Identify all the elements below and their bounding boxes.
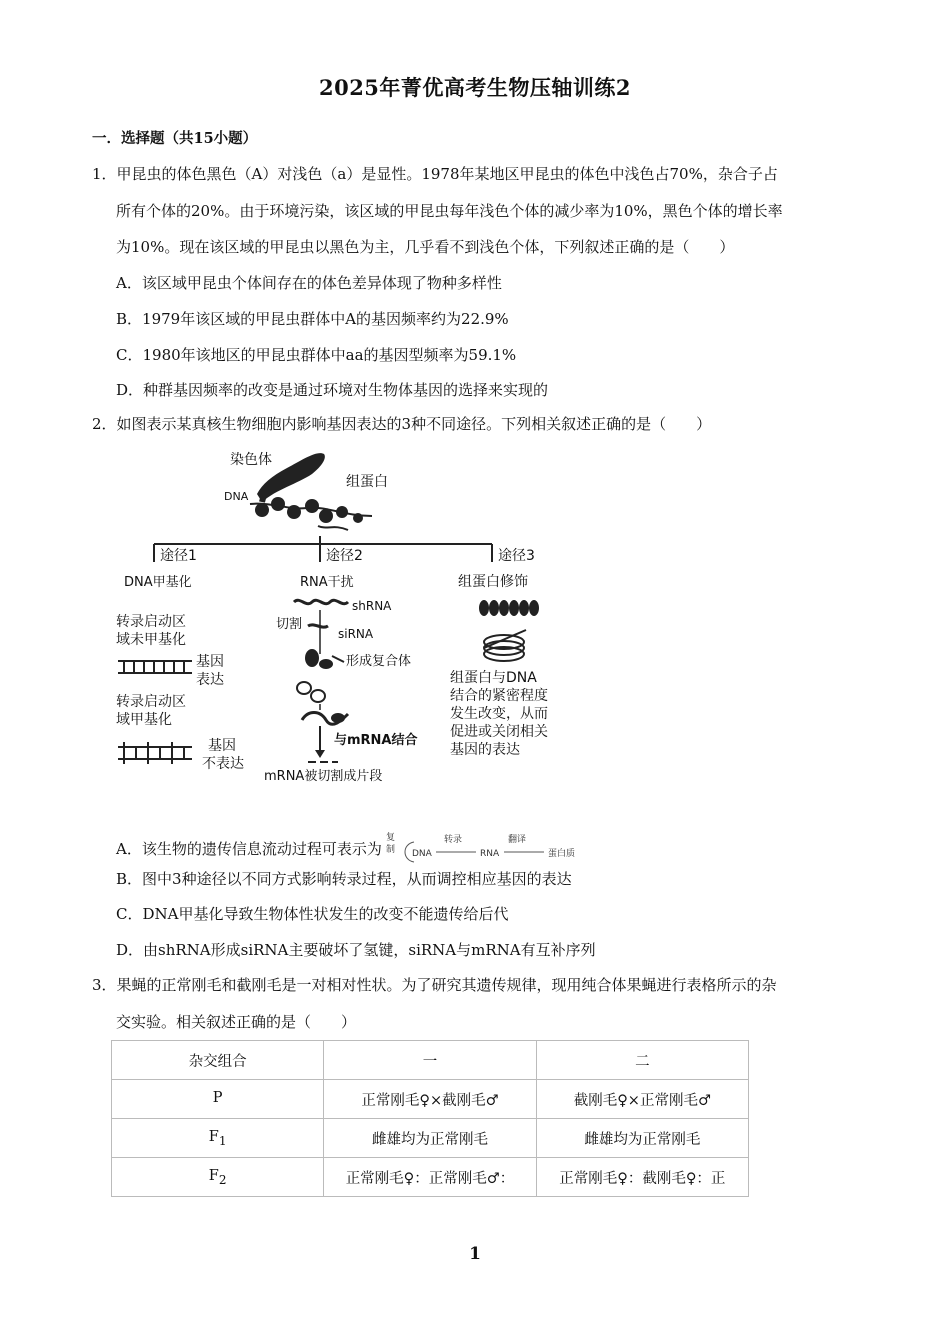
histone-coil <box>479 600 539 616</box>
label-methylated-1: 转录启动区 <box>116 694 186 710</box>
label-cut: 切割 <box>276 617 303 632</box>
flow-translation: 翻译 <box>507 835 526 845</box>
table-row <box>112 1080 749 1119</box>
unmethylated-dna-ladder <box>118 661 192 673</box>
q2-option-a[interactable] <box>116 830 584 870</box>
label-chromosome: 染色体 <box>230 452 272 468</box>
table-cell: 雌雄均为正常刚毛 <box>324 1119 536 1158</box>
label-rna-interference: RNA干扰 <box>300 575 354 590</box>
section-heading: 一．选择题（共15小题） <box>92 130 258 147</box>
page-title: 2025年菁优高考生物压轴训练2 <box>318 75 632 100</box>
q2-option-c[interactable]: C．DNA甲基化导致生物体性状发生的改变不能遗传给后代 <box>116 905 509 923</box>
label-dna: DNA <box>224 490 249 503</box>
q2-option-b[interactable]: B．图中3种途径以不同方式影响转录过程，从而调控相应基因的表达 <box>116 870 572 888</box>
label-shrna: shRNA <box>352 599 392 613</box>
flow-rna: RNA <box>479 849 499 859</box>
table-cell: 截刚毛♀×正常刚毛♂ <box>536 1080 748 1119</box>
gene-expression-diagram <box>112 444 572 794</box>
q1-stem-line1: 1．甲昆虫的体色黑色（A）对浅色（a）是显性。1978年某地区甲昆虫的体色中浅色占70%，杂合子占 <box>92 165 778 183</box>
label-unmethylated-1: 转录启动区 <box>116 614 186 630</box>
nucleosome-beads <box>250 497 372 530</box>
page-number: 1 <box>469 1244 481 1264</box>
label-path2: 途径2 <box>326 548 363 564</box>
table-cell: 正常刚毛♀×截刚毛♂ <box>324 1080 536 1119</box>
label-p3-line1: 组蛋白与DNA <box>450 670 537 686</box>
label-sirna: siRNA <box>338 627 374 641</box>
q1-stem-line2: 所有个体的20%。由于环境污染，该区域的甲昆虫每年浅色个体的减少率为10%，黑色个体的增长率 <box>116 202 783 220</box>
table-row <box>112 1158 749 1197</box>
table-header-row <box>112 1041 749 1080</box>
flow-rep-2: 制 <box>385 845 395 855</box>
q3-stem-line2: 交实验。相关叙述正确的是（ ） <box>116 1013 357 1031</box>
table-header-cell: 杂交组合 <box>112 1041 324 1080</box>
label-gene-expressed-1: 基因 <box>196 654 224 670</box>
table-header-cell: 一 <box>324 1041 536 1080</box>
flow-dna: DNA <box>411 849 432 859</box>
label-gene-not-expressed-1: 基因 <box>208 738 236 754</box>
flow-transcription: 转录 <box>443 835 462 845</box>
q2-option-d[interactable]: D．由shRNA形成siRNA主要破坏了氢键，siRNA与mRNA有互补序列 <box>116 941 596 959</box>
table-cell: 正常刚毛♀：正常刚毛♂： <box>324 1158 536 1197</box>
label-gene-not-expressed-2: 不表达 <box>202 756 244 772</box>
row-label: $F_2$ <box>112 1158 324 1197</box>
q1-option-d[interactable]: D．种群基因频率的改变是通过环境对生物体基因的选择来实现的 <box>116 381 549 399</box>
q2-option-a-text: A．该生物的遗传信息流动过程可表示为 <box>116 840 382 858</box>
label-p3-line2: 结合的紧密程度 <box>450 688 548 704</box>
row-label: P <box>112 1080 324 1119</box>
label-methylated-2: 域甲基化 <box>116 712 172 728</box>
methylated-dna-ladder <box>118 742 192 764</box>
nucleosome-spool <box>484 630 526 661</box>
cross-experiment-table <box>111 1040 749 1197</box>
label-p3-line4: 促进或关闭相关 <box>450 724 548 740</box>
q1-option-c[interactable]: C．1980年该地区的甲昆虫群体中aa的基因型频率为59.1% <box>116 346 517 364</box>
q3-stem-line1: 3．果蝇的正常刚毛和截刚毛是一对相对性状。为了研究其遗传规律，现用纯合体果蝇进行表格所示的杂 <box>92 976 777 994</box>
label-path1: 途径1 <box>160 548 197 564</box>
label-dna-methylation: DNA甲基化 <box>124 575 192 590</box>
q1-option-b[interactable]: B．1979年该区域的甲昆虫群体中A的基因频率约为22.9% <box>116 310 509 328</box>
label-histone-modification: 组蛋白修饰 <box>458 574 528 590</box>
label-p3-line3: 发生改变，从而 <box>450 706 548 722</box>
label-unmethylated-2: 域未甲基化 <box>116 632 186 648</box>
label-mrna-cut: mRNA被切割成片段 <box>264 769 383 784</box>
label-path3: 途径3 <box>498 548 535 564</box>
label-histone: 组蛋白 <box>346 474 388 490</box>
q1-option-a[interactable]: A．该区域甲昆虫个体间存在的体色差异体现了物种多样性 <box>116 274 502 292</box>
central-dogma-flow <box>384 830 584 870</box>
flow-rep-1: 复 <box>385 833 395 843</box>
flow-protein: 蛋白质 <box>547 849 575 859</box>
table-header-cell: 二 <box>536 1041 748 1080</box>
table-cell: 正常刚毛♀：截刚毛♀：正 <box>536 1158 748 1197</box>
row-label: $F_1$ <box>112 1119 324 1158</box>
q2-stem: 2．如图表示某真核生物细胞内影响基因表达的3种不同途径。下列相关叙述正确的是（ ） <box>92 415 712 433</box>
label-gene-expressed-2: 表达 <box>196 672 224 688</box>
q1-stem-line3: 为10%。现在该区域的甲昆虫以黑色为主，几乎看不到浅色个体，下列叙述正确的是（ ） <box>116 238 735 256</box>
table-row <box>112 1119 749 1158</box>
label-p3-line5: 基因的表达 <box>450 742 520 758</box>
table-cell: 雌雄均为正常刚毛 <box>536 1119 748 1158</box>
label-bind-mrna: 与mRNA结合 <box>334 733 418 748</box>
label-complex: 形成复合体 <box>346 654 412 669</box>
shrna-hairpin <box>294 600 348 603</box>
